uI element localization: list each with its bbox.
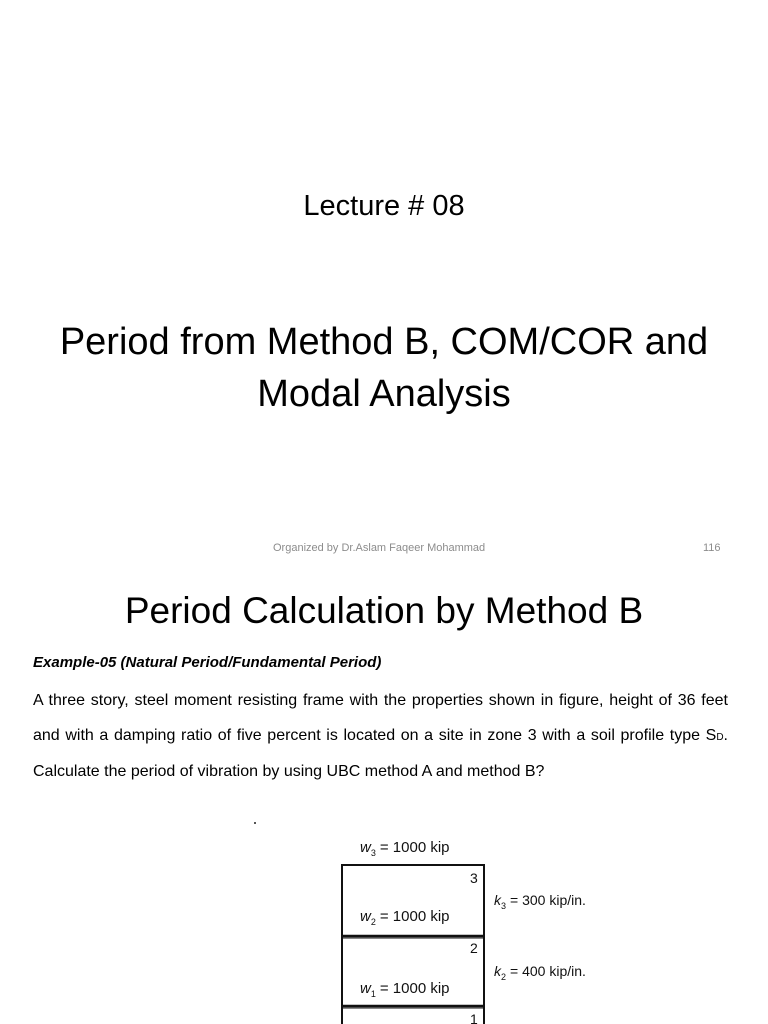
k3-label: $k_3 = 300$ kip/in. [494, 892, 586, 911]
frame-figure [330, 832, 630, 1024]
example-heading: Example-05 (Natural Period/Fundamental Period) [33, 654, 382, 671]
scan-speck [254, 822, 256, 824]
page-number: 116 [703, 542, 721, 554]
slide-title-line-2: Modal Analysis [257, 373, 511, 415]
slide-title [0, 316, 768, 420]
floor-number-2: 2 [470, 940, 478, 956]
slide-title-line-1: Period from Method B, COM/COR and [59, 321, 709, 363]
lecture-number: Lecture # 08 [303, 190, 465, 222]
footer-organizer: Organized by Dr.Aslam Faqeer Mohammad [273, 542, 486, 554]
w3-label: $w_3 = 1000$ kip [360, 839, 450, 858]
problem-text-subscript: D [716, 731, 724, 743]
w1-label: $w_1 = 1000$ kip [360, 980, 450, 999]
floor-number-3: 3 [470, 870, 478, 886]
floor-number-1: 1 [470, 1011, 478, 1024]
k2-label: $k_2 = 400$ kip/in. [494, 963, 586, 982]
problem-statement [33, 684, 728, 790]
problem-text-part-2: . Calculate the period of vibration by using UBC method A and method B? [33, 726, 728, 780]
w2-label: $w_2 = 1000$ kip [360, 908, 450, 927]
section-title: Period Calculation by Method B [124, 590, 644, 631]
problem-text-part-1: A three story, steel moment resisting frame with the properties shown in figure, height of 36 feet and with a damping ratio of five percent is located on a site in zone 3 with a soil profile type S [33, 692, 728, 744]
